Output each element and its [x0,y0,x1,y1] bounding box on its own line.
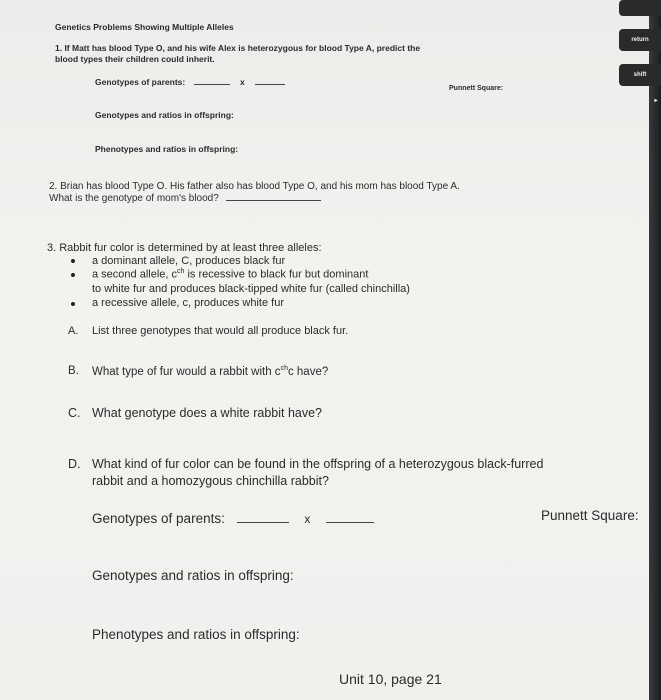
arrow-right-icon: ▸ [654,97,658,104]
q3b-text [92,365,328,378]
q3c-text: What genotype does a white rabbit have? [92,406,323,420]
q3a-letter: A. [68,325,79,337]
q3d-punnett-label: Punnett Square: [541,508,639,523]
q3d-genotypes-parents-label: Genotypes of parents: [92,511,225,526]
q1-line2: blood types their children could inherit. [55,54,215,64]
q1-parent1-blank [194,84,230,85]
q2-line2 [49,193,321,204]
bullet-dot [71,302,75,306]
shift-key[interactable]: shift [619,64,661,86]
q3a-text: List three genotypes that would all produce black fur. [92,325,349,337]
q3d-line2: rabbit and a homozygous chinchilla rabbit? [92,474,329,488]
q2-line1: 2. Brian has blood Type O. His father also has blood Type O, and his mom has blood Type A. [49,181,460,192]
q3-bullet-2-start: a second allele, c [92,268,177,281]
q3-bullet-2-cont: to white fur and produces black-tipped white fur (called chinchilla) [92,283,410,295]
q1-genotypes-parents [95,77,285,87]
q3d-cross-x: x [304,512,311,526]
q3b-post: c have? [287,365,329,378]
q1-genotypes-ratios: Genotypes and ratios in offspring: [95,110,234,120]
q3-bullet-2-rest: is recessive to black fur but dominant [184,268,369,281]
q3d-genotypes-ratios: Genotypes and ratios in offspring: [92,568,294,583]
q1-phenotypes-ratios: Phenotypes and ratios in offspring: [95,144,239,154]
keyboard-key-top[interactable] [619,0,661,16]
q1-parent2-blank [255,84,285,85]
q1-cross-x: x [239,77,245,87]
q3-bullet-3: a recessive allele, c, produces white fur [92,297,284,309]
q3-bullet-2-sup: ch [177,268,185,275]
q3d-genotypes-parents [92,511,374,526]
q3b-letter: B. [68,365,79,377]
q3-bullet-2 [92,268,368,281]
bullet-dot [71,259,75,263]
q3b-sup: ch [280,365,288,372]
q3-intro: 3. Rabbit fur color is determined by at least three alleles: [47,242,322,254]
return-key[interactable]: return [619,29,661,51]
q3-bullet-1: a dominant allele, C, produces black fur [92,255,286,267]
q2-answer-blank [226,200,321,201]
q3d-parent2-blank [326,522,374,523]
bullet-dot [71,273,75,277]
q3d-phenotypes-ratios: Phenotypes and ratios in offspring: [92,627,300,642]
q3d-line1: What kind of fur color can be found in the offspring of a heterozygous black-furred [92,457,544,471]
q2-question: What is the genotype of mom's blood? [49,193,219,204]
q3c-letter: C. [68,406,81,420]
q3b-pre: What type of fur would a rabbit with c [92,365,281,378]
page-title: Genetics Problems Showing Multiple Alleles [55,22,234,32]
q3d-letter: D. [68,457,81,471]
q1-punnett-label: Punnett Square: [449,85,504,92]
q1-genotypes-parents-label: Genotypes of parents: [95,77,186,87]
page-footer: Unit 10, page 21 [339,671,442,687]
q1-line1: 1. If Matt has blood Type O, and his wife Alex is heterozygous for blood Type A, predict the [55,43,421,53]
q3d-parent1-blank [237,522,289,523]
